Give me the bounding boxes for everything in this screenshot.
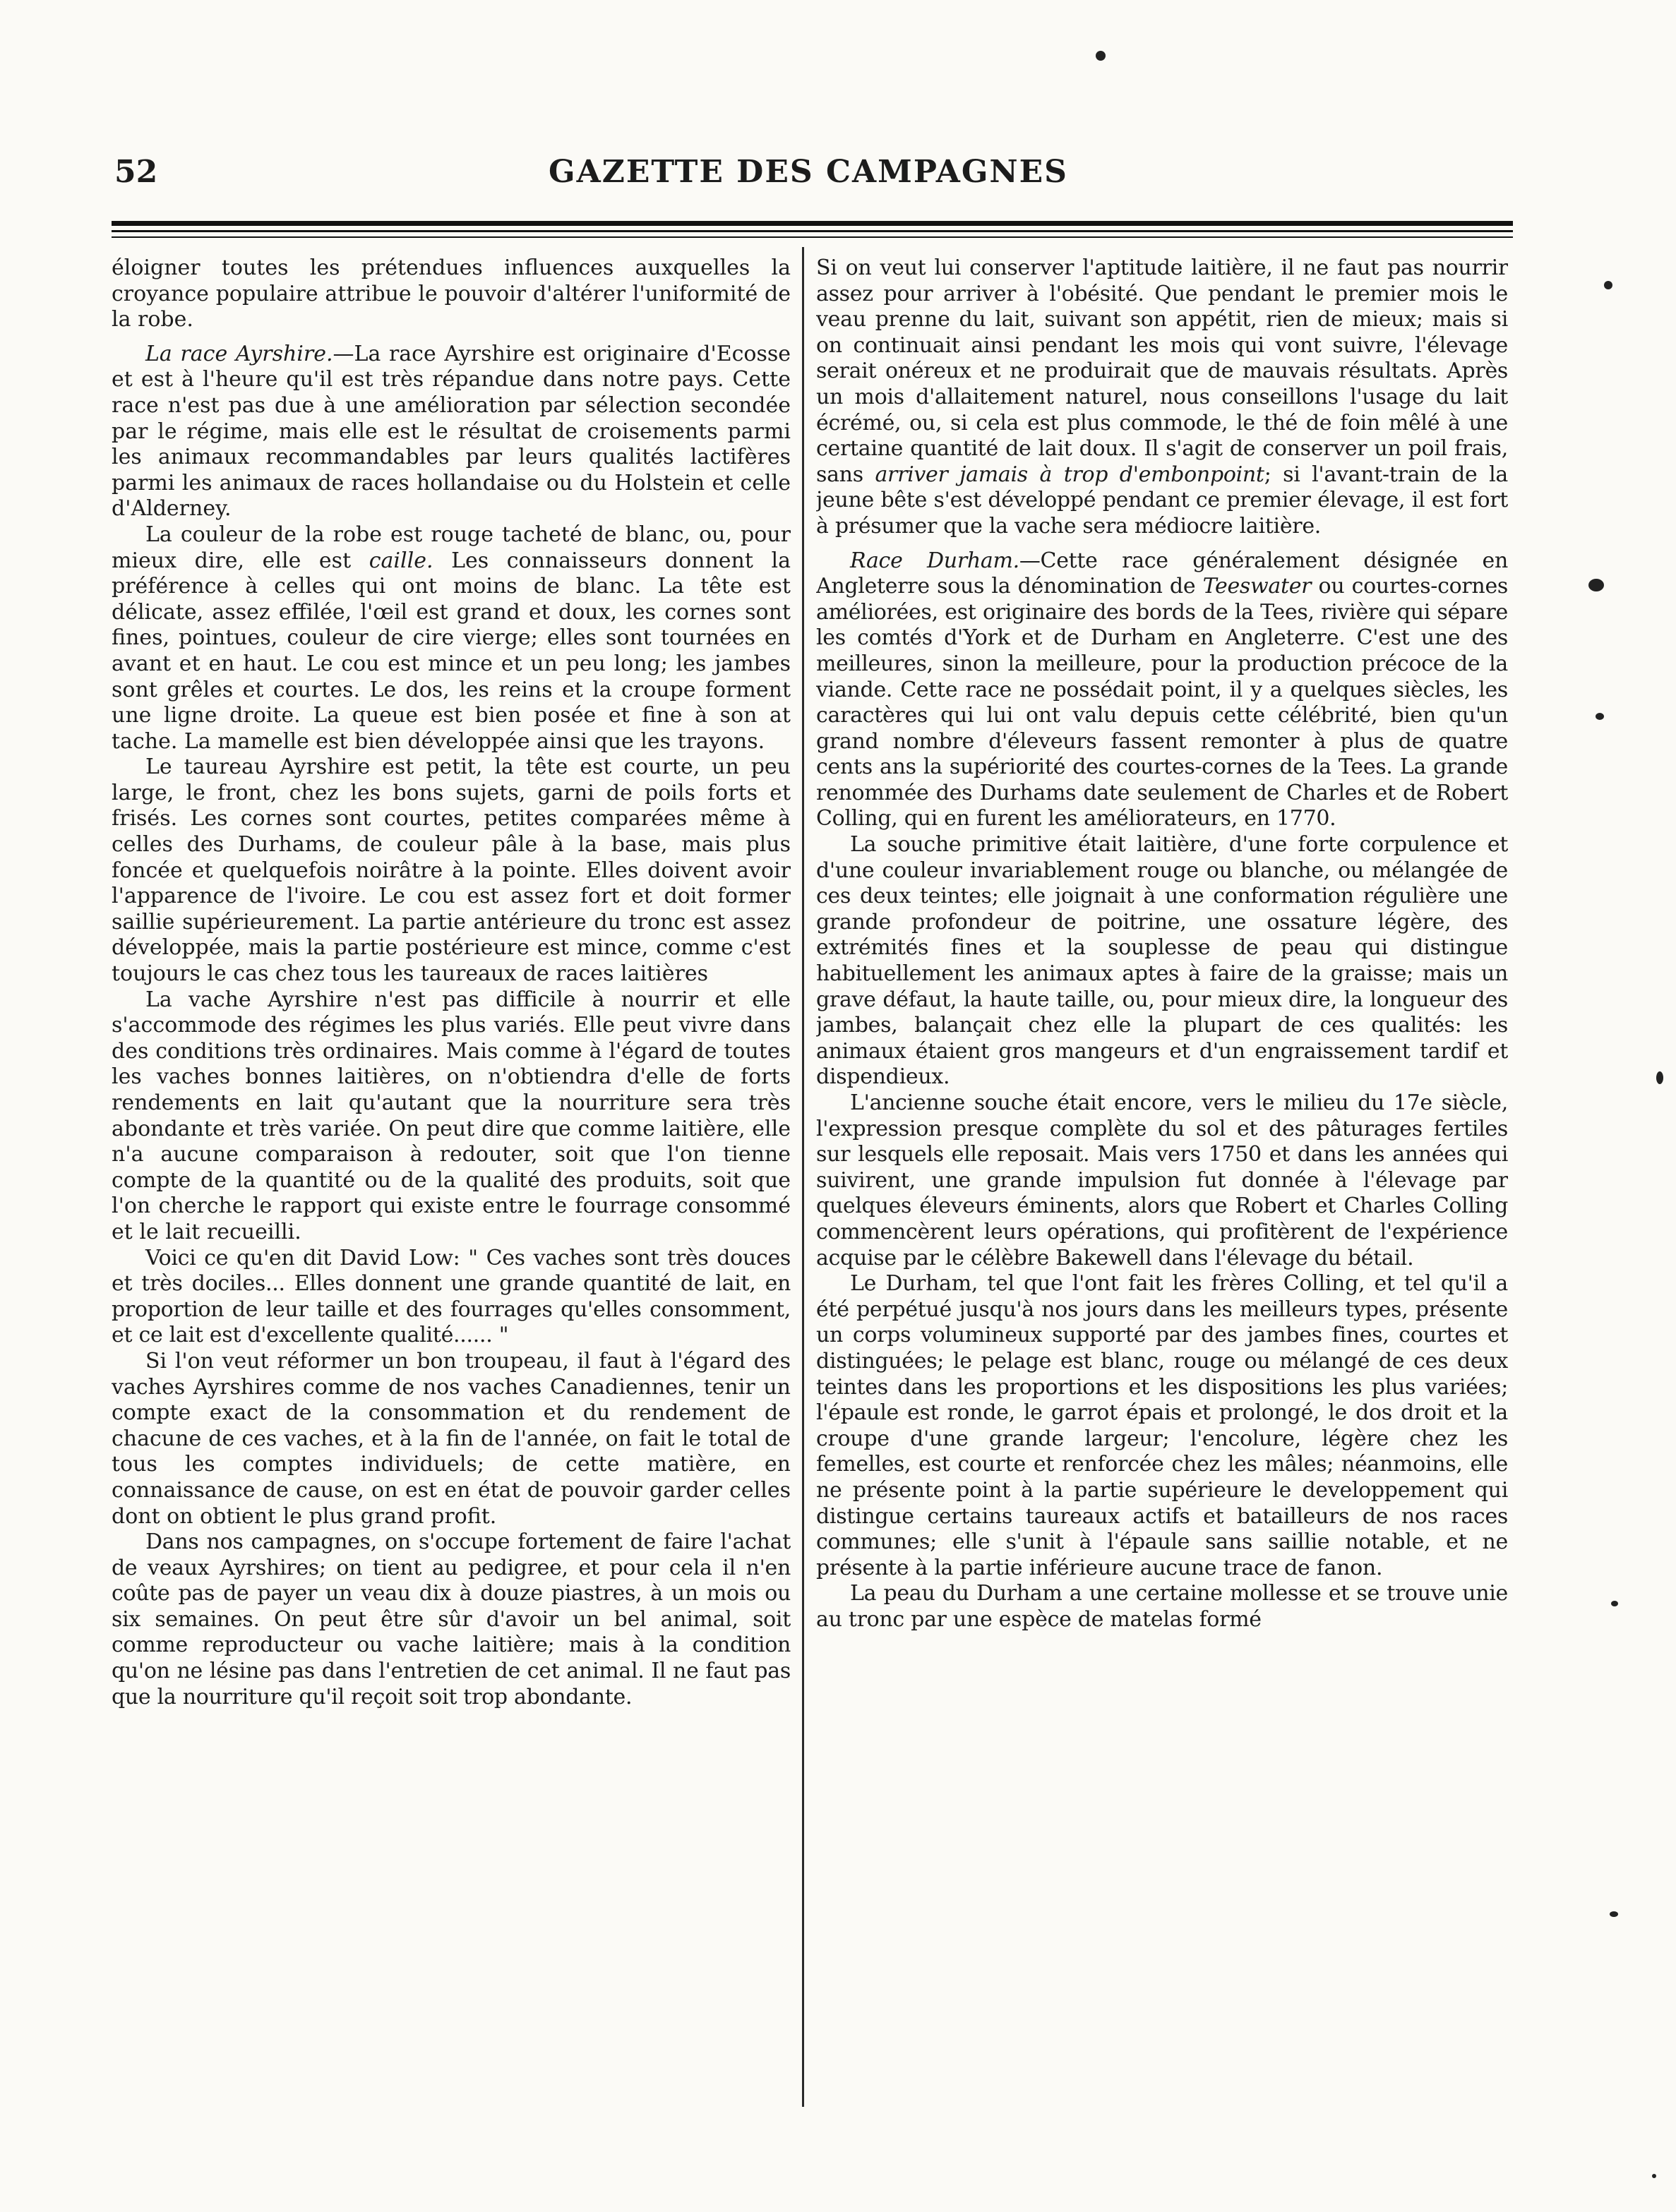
paragraph-text: ; si l'avant-train de la jeune bête s'est développé pendant ce premier élevage, il est fort à présumer que la vache sera médiocre laitière.	[816, 462, 1508, 539]
column-divider	[802, 247, 804, 2107]
paragraph	[816, 256, 1508, 540]
page-title: GAZETTE DES CAMPAGNES	[549, 154, 1068, 190]
scan-speck	[1611, 1601, 1618, 1606]
paragraph-text: La couleur de la robe est rouge tacheté de blanc, ou, pour mieux dire, elle est	[112, 522, 791, 573]
section-heading: La race Ayrshire.	[145, 341, 333, 366]
section-durham	[816, 548, 1508, 833]
header-rule-thin	[112, 236, 1513, 238]
emphasis: caille.	[369, 548, 433, 573]
scan-speck	[1588, 579, 1604, 591]
section-ayrshire	[112, 342, 791, 522]
scan-speck	[1604, 281, 1612, 289]
emphasis: arriver jamais à trop d'embonpoint	[875, 462, 1264, 487]
paragraph	[112, 522, 791, 755]
scan-speck	[1096, 51, 1106, 61]
paragraph: L'ancienne souche était encore, vers le milieu du 17e siècle, l'expression presque complète du sol et des pâturages fertiles sur lesquels elle reposait. Mais vers 1750 et dans les années qui suivirent, une grande impulsion fut donnée à l'élevage par quelques éleveurs éminents, alors que Robert et Charles Colling commencèrent leurs opérations, qui profitèrent de l'expérience acquise par le célèbre Bakewell dans l'élevage du bétail.	[816, 1090, 1508, 1270]
paragraph: éloigner toutes les prétendues influences auxquelles la croyance populaire attribue le pouvoir d'altérer l'uniformité de la robe.	[112, 256, 791, 332]
scan-speck	[1610, 1911, 1618, 1917]
paragraph: Le taureau Ayrshire est petit, la tête est courte, un peu large, le front, chez les bons sujets, garni de poils forts et frisés. Les cornes sont courtes, petites comparées même à celles des Durhams, de couleur pâle à la base, mais plus foncée et quelquefois noirâtre à la pointe. Elles doivent avoir l'apparence de l'ivoire. Le cou est assez fort et doit former saillie supérieurement. La partie antérieure du tronc est assez développée, mais la partie postérieure est mince, comme c'est toujours le cas chez tous les taureaux de races laitières	[112, 755, 791, 987]
paragraph: La vache Ayrshire n'est pas difficile à nourrir et elle s'accommode des régimes les plus variés. Elle peut vivre dans des conditions très ordinaires. Mais comme à l'égard de toutes les vaches bonnes laitières, on n'obtiendra d'elle de forts rendements en lait qu'autant que la nourriture sera très abondante et très variée. On peut dire que comme laitière, elle n'a aucune comparaison à redouter, soit que l'on tienne compte de la quantité ou de la qualité des produits, soit que l'on cherche le rapport qui existe entre le fourrage consommé et le lait recueilli.	[112, 987, 791, 1244]
paragraph: La peau du Durham a une certaine mollesse et se trouve unie au tronc par une espèce de matelas formé	[816, 1581, 1508, 1632]
paragraph-text: —Cette race généralement désignée en Angleterre sous la dénomination de	[816, 548, 1508, 599]
scan-speck	[1652, 2174, 1656, 2178]
section-heading: Race Durham.	[850, 548, 1019, 573]
left-column	[112, 256, 791, 2112]
paragraph: Le Durham, tel que l'ont fait les frères Colling, et tel qu'il a été perpétué jusqu'à nos jours dans les meilleurs types, présente un corps volumineux supporté par des jambes fines, courtes et distinguées; le pelage est blanc, rouge ou mélangé de ces deux teintes dans les proportions et les dispositions les plus variées; l'épaule est ronde, le garrot épais et prolongé, le dos droit et la croupe d'une grande largeur; l'encolure, légère chez les femelles, est courte et renforcée chez les mâles; néanmoins, elle ne présente point à la partie supérieure le developpement qui distingue certains taureaux actifs et batailleurs de nos races communes; elle s'unit à l'épaule sans saillie notable, et ne présente à la partie inférieure aucune trace de fanon.	[816, 1271, 1508, 1580]
paragraph: Dans nos campagnes, on s'occupe fortement de faire l'achat de veaux Ayrshires; on tient au pedigree, et pour cela il n'en coûte pas de payer un veau dix à douze piastres, à un mois ou six semaines. On peut être sûr d'avoir un bel animal, soit comme reproducteur ou vache laitière; mais à la condition qu'on ne lésine pas dans l'entretien de cet animal. Il ne faut pas que la nourriture qu'il reçoit soit trop abondante.	[112, 1529, 791, 1709]
header-rule-thick	[112, 221, 1513, 226]
paragraph: Voici ce qu'en dit David Low: " Ces vaches sont très douces et très dociles... Elles donnent une grande quantité de lait, en proportion de leur taille et des fourrages qu'elles consomment, et ce lait est d'excellente qualité...... "	[112, 1245, 791, 1348]
paragraph-text: ou courtes-cornes améliorées, est originaire des bords de la Tees, rivière qui sépare les comtés d'York et de Durham en Angleterre. C'est une des meilleures, sinon la meilleure, pour la production précoce de la viande. Cette race ne possédait point, il y a quelques siècles, les caractères qui lui ont valu depuis cette célébrité, bien qu'un grand nombre d'éleveurs fassent remonter à plus de quatre cents ans la supériorité des courtes-cornes de la Tees. La grande renommée des Durhams date seulement de Charles et de Robert Colling, qui en furent les améliorateurs, en 1770.	[816, 574, 1508, 831]
paragraph: Si l'on veut réformer un bon troupeau, il faut à l'égard des vaches Ayrshires comme de nos vaches Canadiennes, tenir un compte exact de la consommation et du rendement de chacune de ces vaches, et à la fin de l'année, on fait le total de tous les comptes individuels; de cette matière, en connaissance de cause, on est en état de pouvoir garder celles dont on obtient le plus grand profit.	[112, 1348, 791, 1529]
scan-speck	[1596, 713, 1604, 720]
scan-speck	[1656, 1071, 1663, 1084]
paragraph-text: Les connaisseurs donnent la préférence à celles qui ont moins de blanc. La tête est délicate, assez effilée, l'œil est grand et doux, les cornes sont fines, pointues, couleur de cire vierge; elles sont tournées en avant et en haut. Le cou est mince et un peu long; les jambes sont grêles et courtes. Le dos, les reins et la croupe forment une ligne droite. La queue est bien posée et fine à son at tache. La mamelle est bien développée ainsi que les trayons.	[112, 548, 791, 754]
paragraph: La souche primitive était laitière, d'une forte corpulence et d'une couleur invariablement rouge ou blanche, ou mélangée de ces deux teintes; elle joignait à une conformation régulière une grande profondeur de poitrine, une ossature légère, des extrémités fines et la souplesse de peau qui distingue habituellement les animaux aptes à faire de la graisse; mais un grave défaut, la haute taille, ou, pour mieux dire, la longueur des jambes, balançait chez elle la plupart de ces qualités: les animaux étaient gros mangeurs et d'un engraissement tardif et dispendieux.	[816, 832, 1508, 1090]
emphasis: Teeswater	[1202, 574, 1312, 599]
page-number: 52	[114, 154, 158, 190]
paragraph-text: —La race Ayrshire est originaire d'Ecosse et est à l'heure qu'il est très répandue dans notre pays. Cette race n'est pas due à une amélioration par sélection secondée par le régime, mais elle est le résultat de croisements parmi les animaux recommandables par leurs qualités lactifères parmi les animaux de races hollandaise ou du Holstein et celle d'Alderney.	[112, 341, 791, 522]
page-header	[106, 154, 1511, 196]
right-column	[816, 256, 1508, 2112]
paragraph-text: Si on veut lui conserver l'aptitude laitière, il ne faut pas nourrir assez pour arriver à l'obésité. Que pendant le premier mois le veau prenne du lait, suivant son appétit, rien de mieux; mais si on continuait ainsi pendant les mois qui vont suivre, l'élevage serait onéreux et ne produirait que de mauvais résultats. Après un mois d'allaitement naturel, nous conseillons l'usage du lait écrémé, ou, si cela est plus commode, le thé de foin mêlé à une certaine quantité de lait doux. Il s'agit de conserver un poil frais, sans	[816, 256, 1508, 487]
header-rule-middle	[112, 230, 1513, 232]
